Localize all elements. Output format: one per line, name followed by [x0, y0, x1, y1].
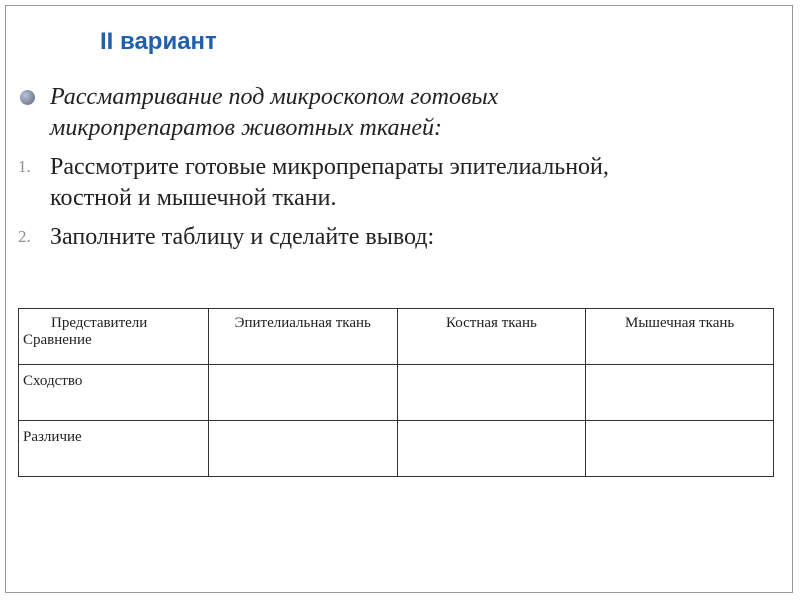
column-header-epithelial: Эпителиальная ткань [208, 309, 397, 365]
comparison-table [18, 308, 774, 477]
step-text-line-1: Заполните таблицу и сделайте вывод: [50, 224, 435, 250]
table-cell [208, 365, 397, 421]
step-text-line-1: Рассмотрите готовые микропрепараты эпителиальной, [50, 154, 609, 180]
column-header-muscle: Мышечная ткань [586, 309, 774, 365]
step-item-1 [18, 152, 778, 214]
bullet-circle-icon [20, 90, 35, 105]
bullet-item [18, 82, 778, 144]
corner-label-representatives: Представители [51, 315, 148, 331]
table-cell [586, 421, 774, 477]
table-cell [586, 365, 774, 421]
step-number: 2. [18, 227, 31, 246]
table-cell [397, 365, 586, 421]
table-corner-cell [19, 309, 209, 365]
step-number: 1. [18, 157, 31, 176]
step-item-2 [18, 222, 778, 253]
step-text-line-2: костной и мышечной ткани. [50, 185, 337, 211]
slide-content [18, 82, 778, 253]
table-row [19, 421, 774, 477]
table-cell [208, 421, 397, 477]
bullet-text-line-1: Рассматривание под микроскопом готовых [50, 84, 499, 110]
table-cell [397, 421, 586, 477]
page-title: II вариант [100, 28, 217, 55]
table-row [19, 365, 774, 421]
column-header-bone: Костная ткань [397, 309, 586, 365]
bullet-text-line-2: микропрепаратов животных тканей: [50, 115, 443, 141]
corner-label-comparison: Сравнение [23, 332, 92, 348]
table-header-row [19, 309, 774, 365]
row-label-difference: Различие [19, 421, 209, 477]
row-label-similarity: Сходство [19, 365, 209, 421]
